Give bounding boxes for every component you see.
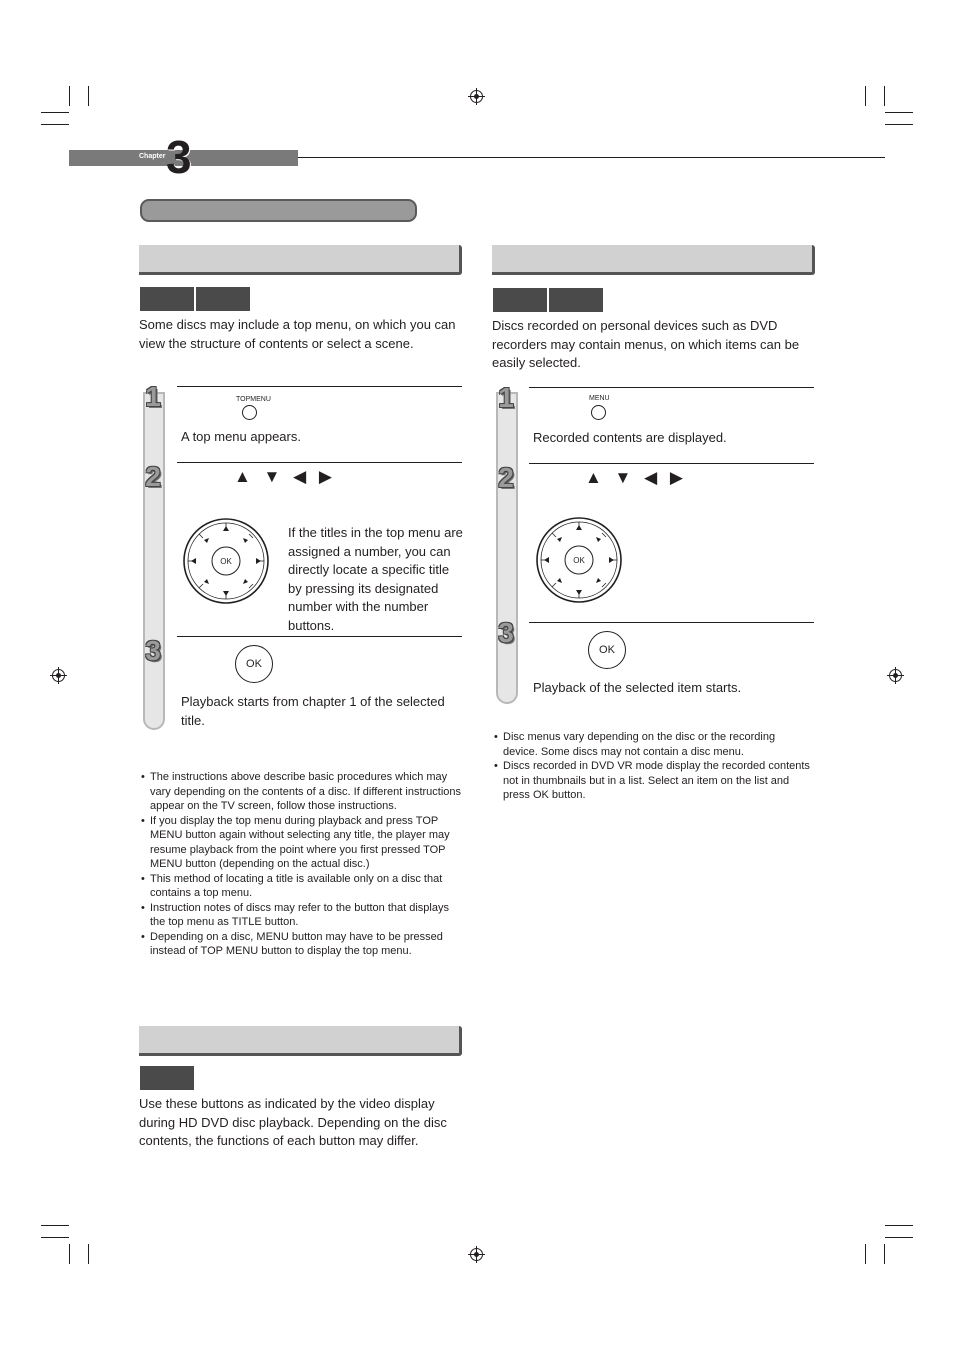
crop-mark bbox=[885, 112, 913, 113]
disc-type-badge bbox=[196, 287, 250, 311]
dpad-ok-label: OK bbox=[220, 557, 232, 566]
note-item: • If you display the top menu during playback and press TOP MENU button again without selecting any title, the player may resume playback from the point where you first pressed TOP MENU button (depending on the actual disc.) bbox=[139, 814, 464, 872]
menu-button-icon bbox=[591, 405, 606, 420]
step-rail bbox=[143, 392, 165, 730]
dpad-ok-label: OK bbox=[573, 556, 585, 565]
crop-mark bbox=[88, 1244, 89, 1264]
note-item: • The instructions above describe basic procedures which may vary depending on the contents of a disc. If different instructions appear on the TV screen, follow those instructions. bbox=[139, 770, 464, 814]
crop-mark bbox=[69, 86, 70, 106]
step-divider bbox=[177, 462, 462, 463]
registration-mark-icon bbox=[889, 669, 902, 682]
registration-mark-icon bbox=[470, 1248, 483, 1261]
step-divider bbox=[529, 387, 814, 388]
top-menu-notes bbox=[139, 770, 464, 959]
section-title-bar bbox=[140, 199, 417, 222]
dpad-icon bbox=[182, 517, 270, 605]
number-buttons-tip: If the titles in the top menu are assigned a number, you can directly locate a specific title by pressing its designated number with the number buttons. bbox=[288, 525, 463, 633]
step-divider bbox=[177, 636, 462, 637]
step-divider bbox=[529, 463, 814, 464]
step-number: 3 bbox=[145, 635, 161, 666]
color-buttons-header bbox=[139, 1026, 462, 1056]
registration-mark-icon bbox=[470, 90, 483, 103]
note-item: • Depending on a disc, MENU button may have to be pressed instead of TOP MENU button to display the top menu. bbox=[139, 930, 464, 959]
arrow-buttons-icon: ▲ ▼ ◀ ▶ bbox=[585, 468, 687, 487]
crop-mark bbox=[41, 124, 69, 125]
chapter-rule bbox=[298, 157, 885, 158]
crop-mark bbox=[884, 1244, 885, 1264]
crop-mark bbox=[69, 1244, 70, 1264]
registration-mark-icon bbox=[52, 669, 65, 682]
step-number: 3 bbox=[498, 617, 514, 648]
step-result: Playback starts from chapter 1 of the selected title. bbox=[181, 694, 445, 728]
disc-menu-notes bbox=[492, 730, 812, 803]
arrow-buttons-icon: ▲ ▼ ◀ ▶ bbox=[234, 467, 336, 486]
ok-button-icon: OK bbox=[588, 631, 626, 669]
ok-button-icon: OK bbox=[235, 645, 273, 683]
step-result: Recorded contents are displayed. bbox=[533, 430, 727, 445]
chapter-label: Chapter bbox=[139, 153, 166, 160]
crop-mark bbox=[885, 1237, 913, 1238]
note-item: • Discs recorded in DVD VR mode display the recorded contents not in thumbnails but in a list. Select an item on the list and press OK button. bbox=[492, 759, 812, 803]
crop-mark bbox=[41, 112, 69, 113]
note-item: • Disc menus vary depending on the disc or the recording device. Some discs may not contain a disc menu. bbox=[492, 730, 812, 759]
step-divider bbox=[177, 386, 462, 387]
crop-mark bbox=[41, 1225, 69, 1226]
top-menu-header bbox=[139, 245, 462, 275]
disc-type-badge bbox=[140, 287, 194, 311]
crop-mark bbox=[88, 86, 89, 106]
step-rail bbox=[496, 392, 518, 704]
note-item: • Instruction notes of discs may refer to the button that displays the top menu as TITLE button. bbox=[139, 901, 464, 930]
disc-type-badge bbox=[549, 288, 603, 312]
step-result: Playback of the selected item starts. bbox=[533, 680, 742, 695]
top-menu-intro: Some discs may include a top menu, on which you can view the structure of contents or select a scene. bbox=[139, 317, 456, 351]
crop-mark bbox=[865, 86, 866, 106]
topmenu-button-label: TOPMENU bbox=[236, 396, 271, 403]
chapter-number: 3 bbox=[166, 131, 190, 183]
disc-menu-intro: Discs recorded on personal devices such as DVD recorders may contain menus, on which items can be easily selected. bbox=[492, 318, 800, 370]
crop-mark bbox=[865, 1244, 866, 1264]
step-number: 2 bbox=[498, 462, 514, 493]
dpad-icon bbox=[535, 516, 623, 604]
step-result: A top menu appears. bbox=[181, 429, 301, 444]
crop-mark bbox=[885, 1225, 913, 1226]
crop-mark bbox=[41, 1237, 69, 1238]
step-number: 1 bbox=[145, 381, 161, 412]
disc-type-badge bbox=[140, 1066, 194, 1090]
step-number: 2 bbox=[145, 461, 161, 492]
step-divider bbox=[529, 622, 814, 623]
crop-mark bbox=[884, 86, 885, 106]
topmenu-button-icon bbox=[242, 405, 257, 420]
step-number: 1 bbox=[498, 382, 514, 413]
disc-menu-header bbox=[492, 245, 815, 275]
color-buttons-intro: Use these buttons as indicated by the video display during HD DVD disc playback. Depending on the disc contents, the functions of each button may differ. bbox=[139, 1096, 447, 1148]
disc-type-badge bbox=[493, 288, 547, 312]
note-item: • This method of locating a title is available only on a disc that contains a top menu. bbox=[139, 872, 464, 901]
crop-mark bbox=[885, 124, 913, 125]
menu-button-label: MENU bbox=[589, 395, 610, 402]
